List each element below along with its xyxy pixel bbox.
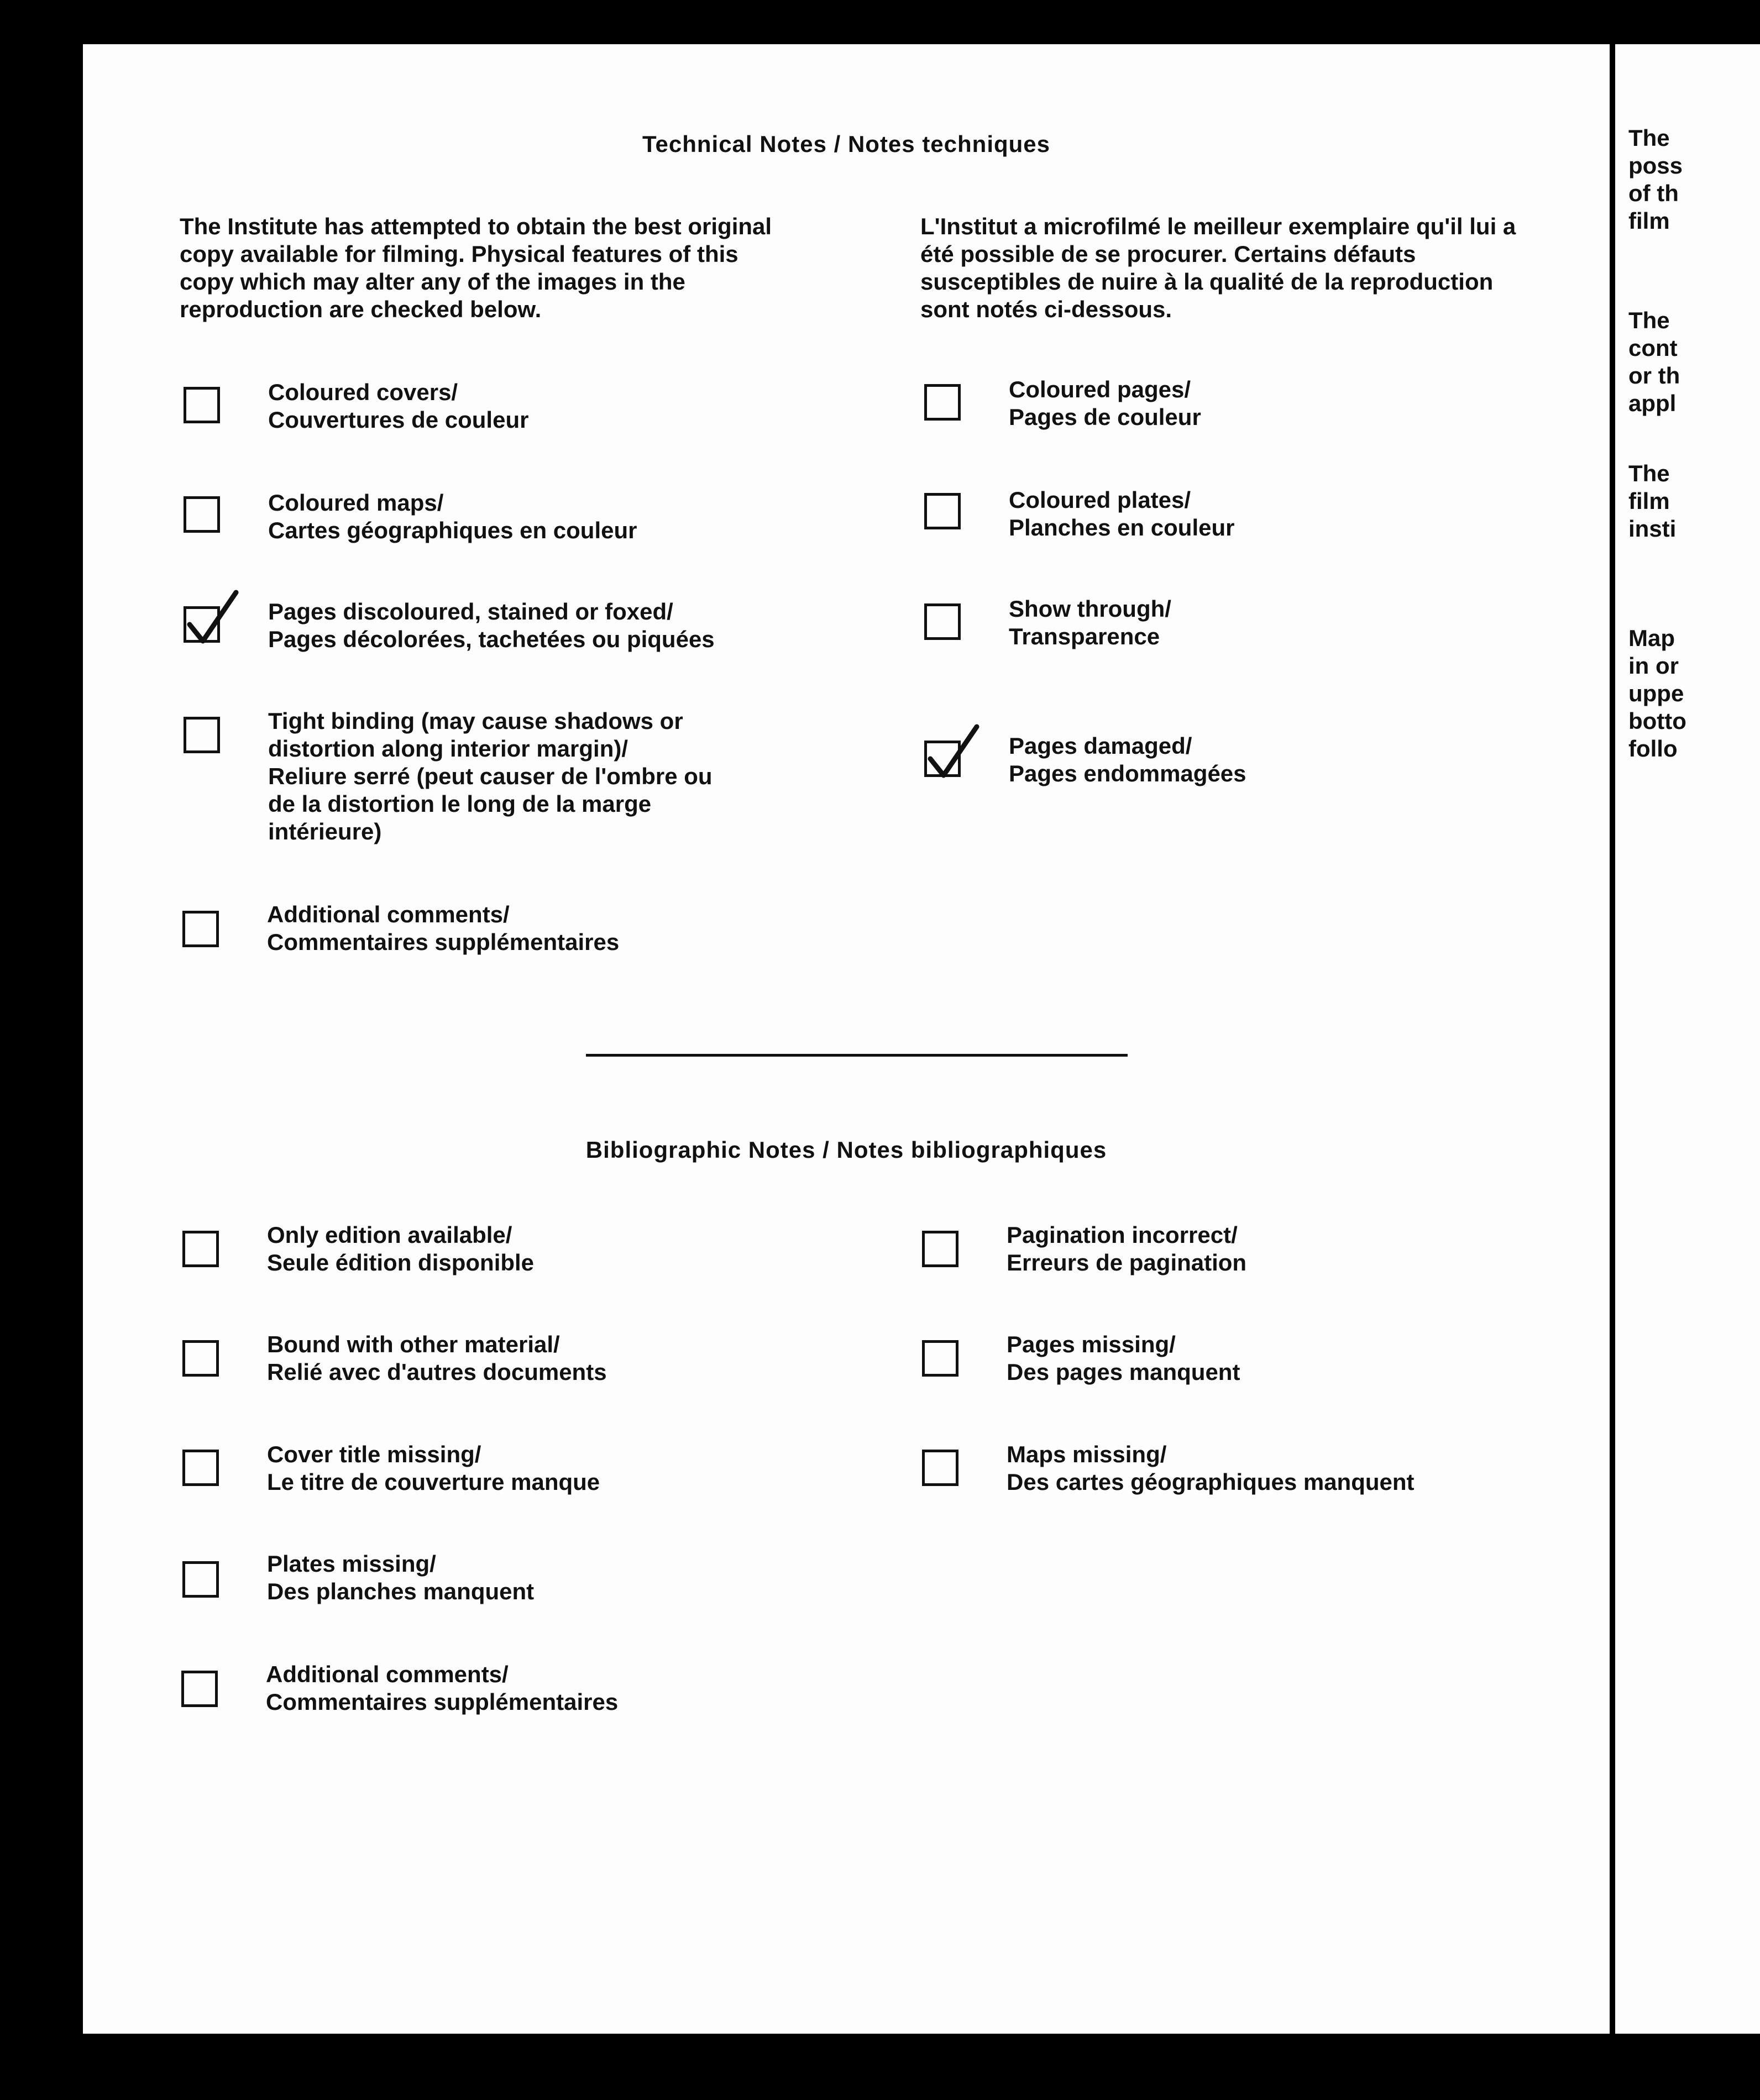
checkbox-additional-comments-technical[interactable] <box>182 911 219 947</box>
adjacent-text: in or <box>1628 653 1679 679</box>
label-maps-missing: Maps missing/ Des cartes géographiques manquent <box>1007 1441 1415 1495</box>
adjacent-text: uppe <box>1628 680 1684 706</box>
bibliographic-notes-title: Bibliographic Notes / Notes bibliographiques <box>585 1137 1107 1163</box>
label-cover-title-missing: Cover title missing/ Le titre de couverture manque <box>267 1441 600 1495</box>
label-additional-comments-bibliographic: Additional comments/ Commentaires supplémentaires <box>266 1661 619 1715</box>
intro-english: The Institute has attempted to obtain the best original copy available for filming. Physical features of this copy which may alter any of the images in the reproduction are checked below. <box>180 213 772 322</box>
adjacent-text: film <box>1628 488 1670 514</box>
adjacent-text: film <box>1628 208 1670 234</box>
checkbox-coloured-maps[interactable] <box>184 496 220 533</box>
label-pages-discoloured: Pages discoloured, stained or foxed/ Pages décolorées, tachetées ou piquées <box>268 599 715 652</box>
adjacent-text: poss <box>1628 153 1683 179</box>
document-page <box>83 44 1610 2034</box>
checkmark-icon <box>923 725 983 785</box>
checkbox-additional-comments-bibliographic[interactable] <box>181 1671 218 1707</box>
adjacent-text: cont <box>1628 335 1678 361</box>
adjacent-text: insti <box>1628 516 1677 542</box>
technical-notes-title: Technical Notes / Notes techniques <box>642 131 1051 157</box>
label-coloured-plates: Coloured plates/ Planches en couleur <box>1009 487 1235 540</box>
checkbox-coloured-pages[interactable] <box>924 384 961 421</box>
label-bound-with: Bound with other material/ Relié avec d'autres documents <box>267 1331 607 1385</box>
adjacent-text: of th <box>1628 180 1679 206</box>
checkbox-pages-discoloured[interactable] <box>184 606 220 643</box>
checkbox-only-edition[interactable] <box>182 1231 219 1267</box>
checkmark-icon <box>182 590 243 651</box>
label-show-through: Show through/ Transparence <box>1009 596 1171 649</box>
label-pages-damaged: Pages damaged/ Pages endommagées <box>1009 733 1246 786</box>
adjacent-text: follo <box>1628 736 1678 762</box>
label-additional-comments-technical: Additional comments/ Commentaires supplémentaires <box>267 901 620 955</box>
checkbox-pages-damaged[interactable] <box>924 741 961 777</box>
adjacent-text: The <box>1628 125 1670 151</box>
label-pagination-incorrect: Pagination incorrect/ Erreurs de pagination <box>1007 1222 1247 1275</box>
checkbox-tight-binding[interactable] <box>184 717 220 753</box>
adjacent-text: The <box>1628 460 1670 486</box>
label-tight-binding: Tight binding (may cause shadows or distortion along interior margin)/ Reliure serré (peut causer de l'ombre ou de la distortion le long de la marge intérieure) <box>268 708 713 844</box>
label-coloured-covers: Coloured covers/ Couvertures de couleur <box>268 379 529 433</box>
adjacent-text: appl <box>1628 390 1677 416</box>
label-coloured-maps: Coloured maps/ Cartes géographiques en couleur <box>268 490 637 543</box>
intro-french: L'Institut a microfilmé le meilleur exemplaire qu'il lui a été possible de se procurer. Certains défauts susceptibles de nuire à la qualité de la reproduction sont notés ci-dessous. <box>920 213 1516 322</box>
checkbox-bound-with[interactable] <box>182 1340 219 1377</box>
label-pages-missing: Pages missing/ Des pages manquent <box>1007 1331 1240 1385</box>
adjacent-text: or th <box>1628 363 1680 389</box>
checkbox-coloured-covers[interactable] <box>184 387 220 423</box>
adjacent-text: The <box>1628 307 1670 333</box>
adjacent-text: botto <box>1628 708 1686 734</box>
checkbox-maps-missing[interactable] <box>922 1450 958 1486</box>
label-plates-missing: Plates missing/ Des planches manquent <box>267 1551 535 1604</box>
section-divider <box>586 1054 1128 1057</box>
checkbox-pagination-incorrect[interactable] <box>922 1231 958 1267</box>
label-only-edition: Only edition available/ Seule édition disponible <box>267 1222 535 1275</box>
checkbox-pages-missing[interactable] <box>922 1340 958 1377</box>
label-coloured-pages: Coloured pages/ Pages de couleur <box>1009 376 1201 430</box>
checkbox-show-through[interactable] <box>924 603 961 640</box>
adjacent-text: Map <box>1628 625 1675 651</box>
checkbox-plates-missing[interactable] <box>182 1561 219 1598</box>
checkbox-cover-title-missing[interactable] <box>182 1450 219 1486</box>
checkbox-coloured-plates[interactable] <box>924 493 961 529</box>
